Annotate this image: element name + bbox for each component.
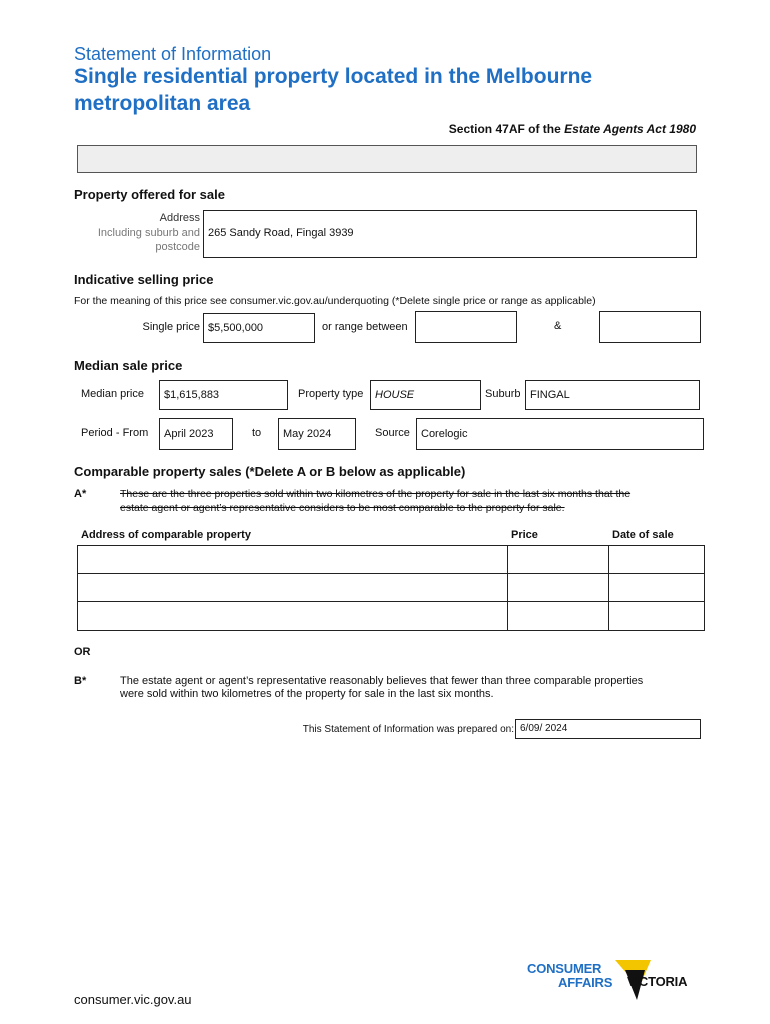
source-field[interactable]: Corelogic (416, 418, 704, 450)
option-b-marker: B* (74, 675, 87, 687)
col-address-header: Address of comparable property (81, 529, 251, 541)
property-type-label: Property type (298, 388, 364, 400)
single-price-label: Single price (142, 321, 200, 333)
comp-row-1-price[interactable] (507, 545, 609, 574)
option-b-text-2: were sold within two kilometres of the property for sale in the last six months. (120, 688, 494, 700)
comp-row-1-date[interactable] (608, 545, 705, 574)
section-act: Estate Agents Act 1980 (564, 122, 696, 136)
single-price-field[interactable]: $5,500,000 (203, 313, 315, 343)
source-label: Source (375, 427, 410, 439)
comp-row-1-address[interactable] (77, 545, 508, 574)
period-from-field[interactable]: April 2023 (159, 418, 233, 450)
to-label: to (252, 427, 262, 439)
logo-affairs: AFFAIRS (558, 975, 613, 990)
comp-row-3-address[interactable] (77, 601, 508, 631)
col-price-header: Price (511, 529, 538, 541)
suburb-label: Suburb (485, 388, 521, 400)
period-label: Period - From (81, 427, 149, 439)
page-title-line2: metropolitan area (74, 92, 251, 115)
page-kicker: Statement of Information (74, 44, 272, 64)
prepared-label: This Statement of Information was prepared on: (302, 724, 514, 735)
address-field[interactable]: 265 Sandy Road, Fingal 3939 (203, 210, 697, 258)
address-label-1: Address (159, 212, 200, 224)
period-to-field[interactable]: May 2024 (278, 418, 356, 450)
address-label-3: postcode (155, 241, 200, 253)
median-heading: Median sale price (74, 358, 183, 373)
or-label: OR (74, 646, 91, 658)
indicative-note: For the meaning of this price see consumer.vic.gov.au/underquoting (*Delete single price or range as applicable) (74, 295, 596, 307)
agent-details-field[interactable] (77, 145, 697, 173)
range-to-field[interactable] (599, 311, 701, 343)
consumer-affairs-victoria-logo (527, 958, 707, 1008)
range-amp: & (554, 320, 562, 332)
comp-row-2-date[interactable] (608, 573, 705, 602)
address-label-2: Including suburb and (97, 227, 200, 239)
property-heading: Property offered for sale (74, 187, 225, 202)
col-date-header: Date of sale (612, 529, 674, 541)
median-price-label: Median price (81, 388, 144, 400)
option-a-text-2: estate agent or agent’s representative considers to be most comparable to the property for sale. (120, 502, 565, 514)
range-from-field[interactable] (415, 311, 517, 343)
comparable-heading: Comparable property sales (*Delete A or B below as applicable) (74, 464, 466, 479)
logo-victoria: VICTORIA (627, 974, 688, 989)
prepared-date-field[interactable]: 6/09/ 2024 (515, 719, 701, 739)
comp-row-2-price[interactable] (507, 573, 609, 602)
range-label: or range between (322, 321, 408, 333)
section-reference (449, 122, 696, 136)
option-b-text-1: The estate agent or agent’s representative reasonably believes that fewer than three comparable properties (120, 675, 644, 687)
suburb-field[interactable]: FINGAL (525, 380, 700, 410)
comp-row-3-price[interactable] (507, 601, 609, 631)
comp-row-2-address[interactable] (77, 573, 508, 602)
page-title-line1: Single residential property located in the Melbourne (74, 65, 593, 88)
indicative-heading: Indicative selling price (74, 272, 214, 287)
option-a-text-1: These are the three properties sold within two kilometres of the property for sale in the last six months that the (120, 488, 631, 500)
footer-url: consumer.vic.gov.au (74, 992, 192, 1007)
comp-row-3-date[interactable] (608, 601, 705, 631)
logo-consumer: CONSUMER (527, 961, 602, 976)
option-a-marker: A* (74, 488, 87, 500)
property-type-field[interactable]: HOUSE (370, 380, 481, 410)
section-prefix: Section 47AF of the (448, 122, 561, 136)
median-price-field[interactable]: $1,615,883 (159, 380, 288, 410)
